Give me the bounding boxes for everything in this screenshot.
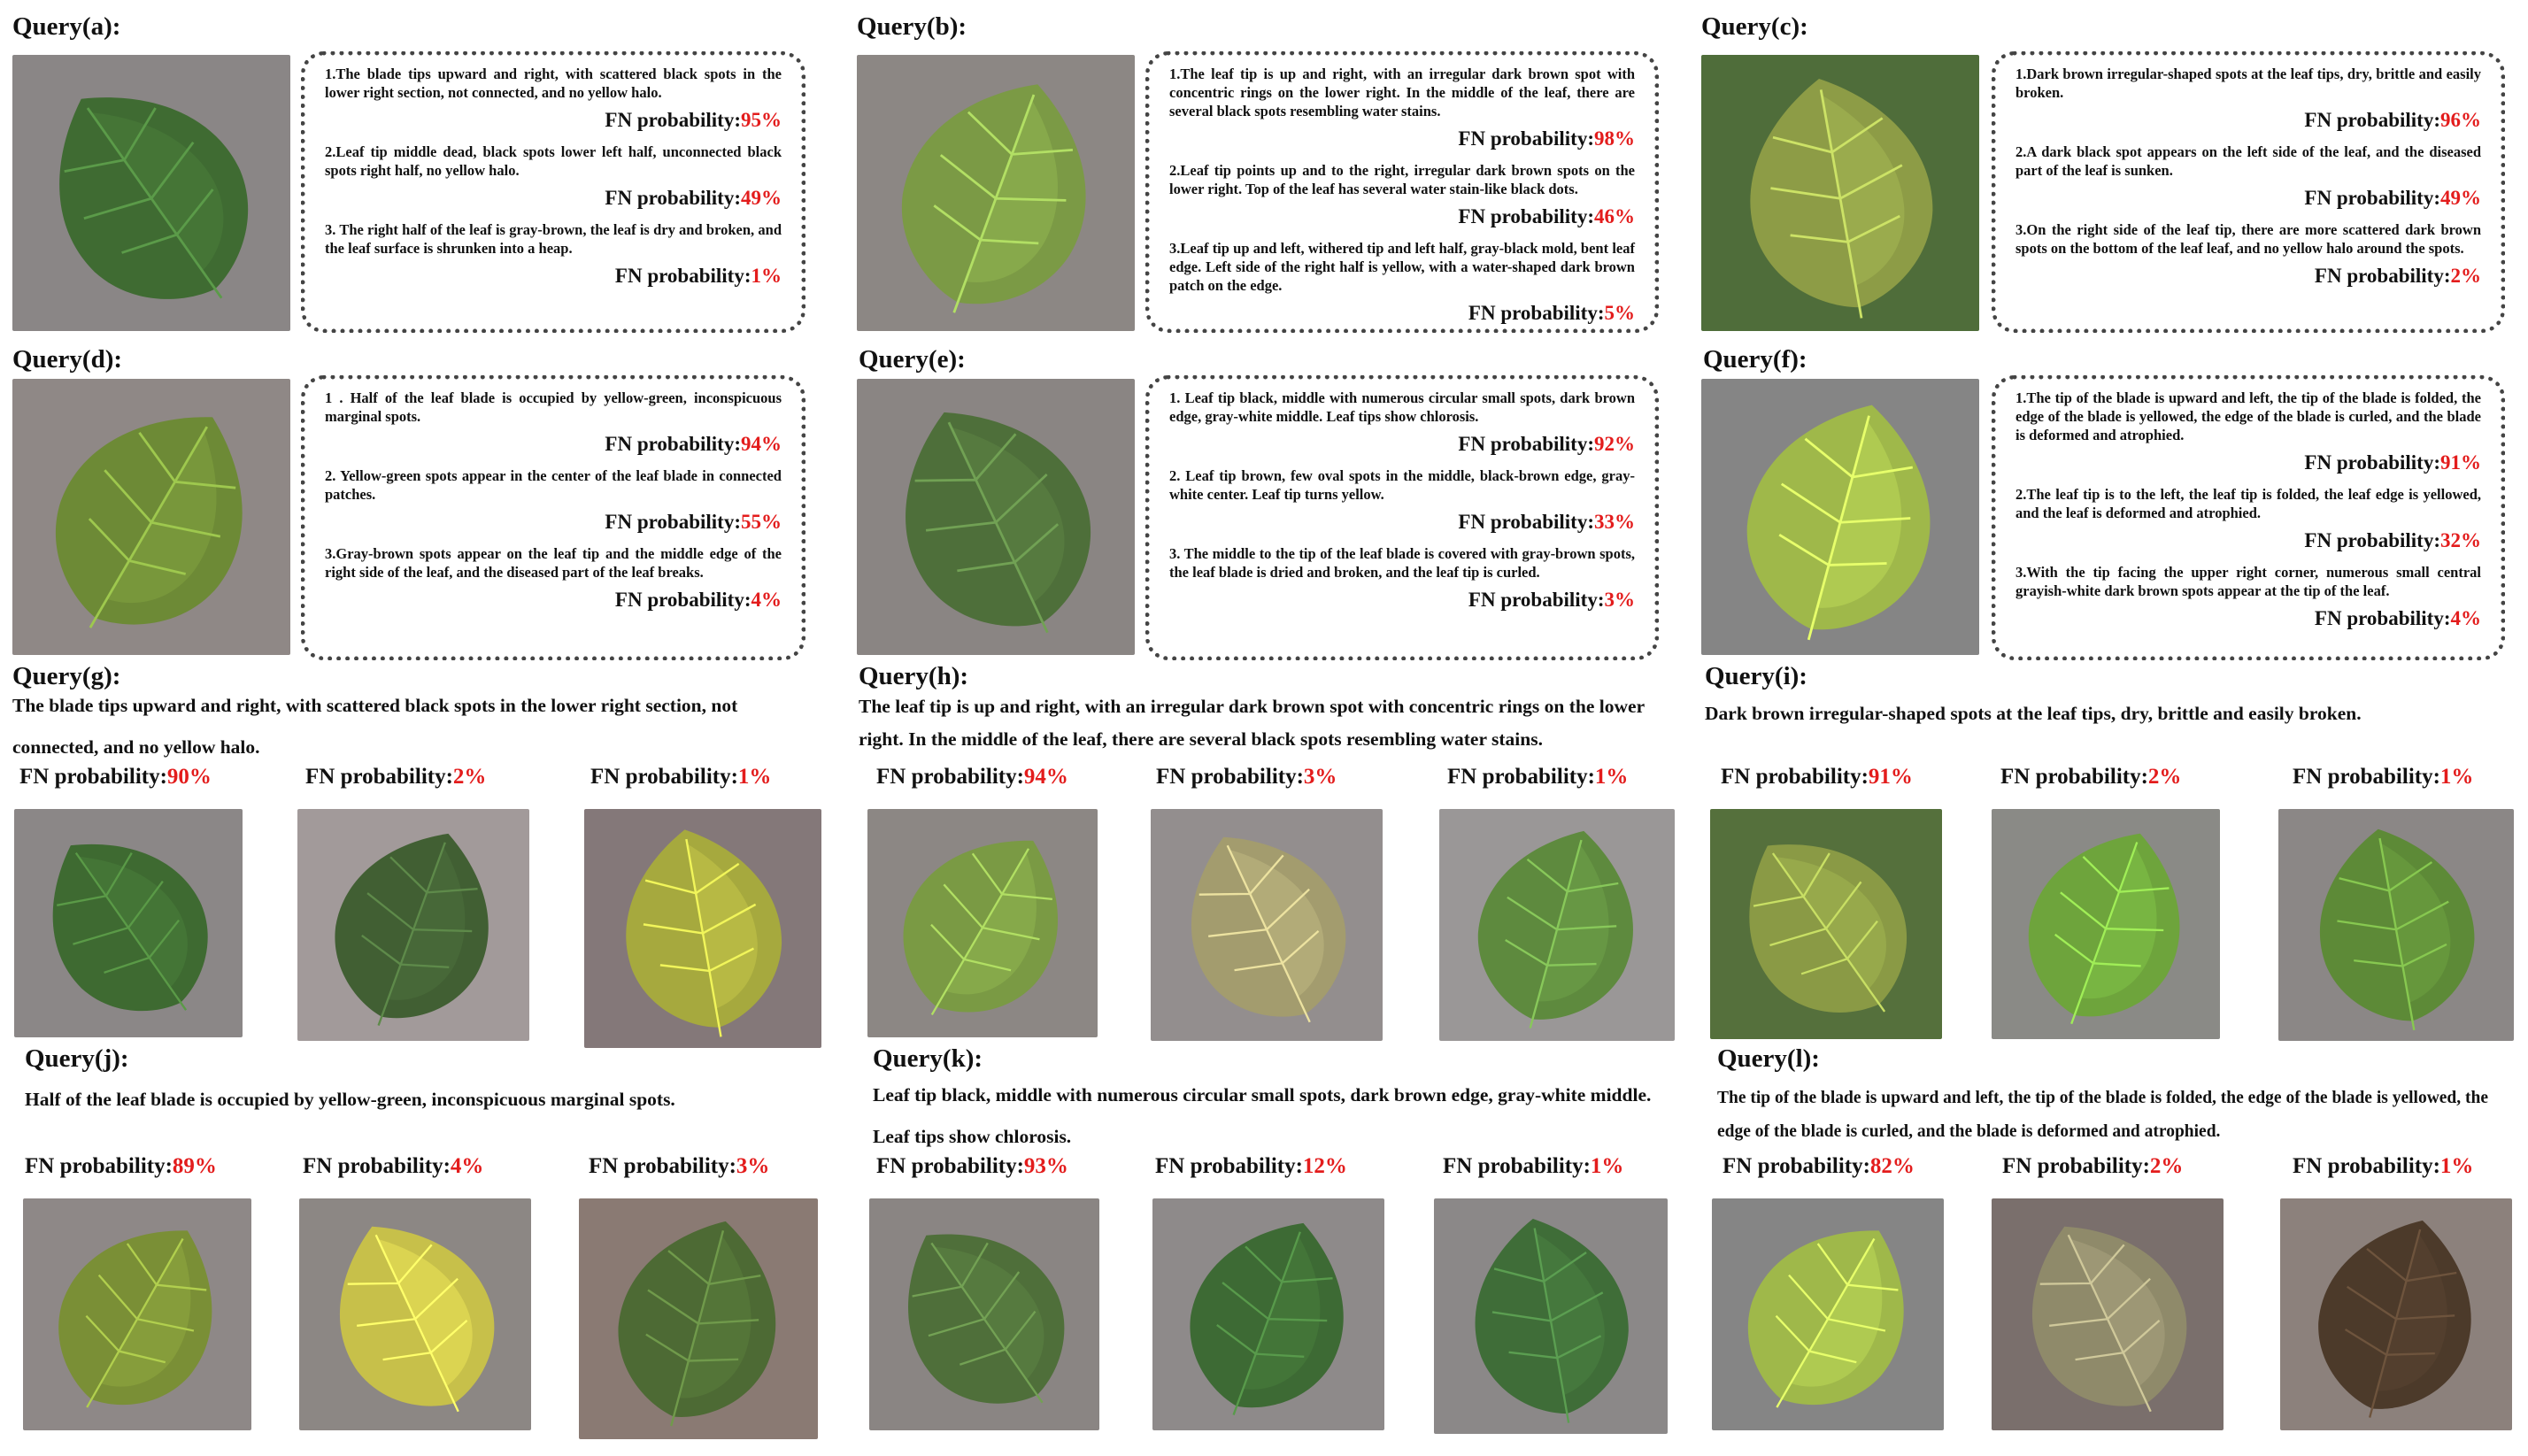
query-k-title: Query(k): xyxy=(873,1044,983,1073)
query-i-title: Query(i): xyxy=(1705,662,1807,690)
query-b-leaf-image xyxy=(857,55,1135,331)
query-g-prob-1: FN probability:90% xyxy=(19,765,212,789)
query-l-prob-1: FN probability:82% xyxy=(1723,1154,1915,1178)
query-j-result-image-2 xyxy=(299,1198,531,1430)
query-b-title: Query(b): xyxy=(857,12,967,41)
query-j-prob-1: FN probability:89% xyxy=(25,1154,217,1178)
query-h-title: Query(h): xyxy=(859,662,969,690)
query-h-result-image-2 xyxy=(1151,809,1383,1041)
query-f-leaf-image xyxy=(1701,379,1979,655)
query-h-prob-2: FN probability:3% xyxy=(1156,765,1337,789)
query-e-result-2: 2. Leaf tip brown, few oval spots in the middle, black-brown edge, gray-white center. Leaf tip turns yellow. FN probability:33% xyxy=(1169,467,1635,533)
query-i-result-image-2 xyxy=(1992,809,2220,1039)
query-i-result-image-1 xyxy=(1710,809,1942,1039)
query-a-result-2: 2.Leaf tip middle dead, black spots lower left half, unconnected black spots right half, no yellow halo. FN probability:49% xyxy=(325,143,782,209)
query-g-result-image-3 xyxy=(584,809,821,1048)
query-j-prob-2: FN probability:4% xyxy=(303,1154,484,1178)
query-e-leaf-image xyxy=(857,379,1135,655)
query-d-leaf-image xyxy=(12,379,290,655)
query-h-result-image-1 xyxy=(867,809,1098,1037)
query-f-result-2: 2.The leaf tip is to the left, the leaf tip is folded, the leaf edge is yellowed, and the leaf is deformed and atrophied. FN probability:32% xyxy=(2015,486,2481,551)
query-f-title: Query(f): xyxy=(1703,345,1807,374)
query-k-result-image-1 xyxy=(869,1198,1099,1430)
query-c-result-2: 2.A dark black spot appears on the left side of the leaf, and the diseased part of the leaf is sunken. FN probability:49% xyxy=(2015,143,2481,209)
query-e-title: Query(e): xyxy=(859,345,966,374)
query-e-results-box xyxy=(1145,375,1659,660)
query-h-prob-1: FN probability:94% xyxy=(876,765,1068,789)
query-h-result-image-3 xyxy=(1439,809,1675,1041)
query-f-result-3: 3.With the tip facing the upper right corner, numerous small central grayish-white dark brown spots appear at the tip of the leaf. FN probability:4% xyxy=(2015,564,2481,629)
query-k-result-image-2 xyxy=(1152,1198,1384,1430)
query-l-prob-3: FN probability:1% xyxy=(2293,1154,2474,1178)
query-l-prob-2: FN probability:2% xyxy=(2002,1154,2184,1178)
query-g-prob-2: FN probability:2% xyxy=(305,765,487,789)
query-a-results-box xyxy=(301,51,805,333)
query-i-prob-1: FN probability:91% xyxy=(1721,765,1913,789)
query-i-result-image-3 xyxy=(2278,809,2514,1041)
query-l-text: The tip of the blade is upward and left, the tip of the blade is folded, the edge of the blade is yellowed, the edge of the blade is curled, and the blade is deformed and atrophied. xyxy=(1717,1089,2489,1141)
query-k-prob-3: FN probability:1% xyxy=(1443,1154,1624,1178)
query-k-text: Leaf tip black, middle with numerous circular small spots, dark brown edge, gray-white middle. Leaf tips show chlorosis. xyxy=(873,1084,1652,1147)
query-d-results-box xyxy=(301,375,805,660)
query-h-prob-3: FN probability:1% xyxy=(1447,765,1629,789)
query-l-result-image-3 xyxy=(2280,1198,2512,1430)
query-i-prob-2: FN probability:2% xyxy=(2000,765,2182,789)
query-k-prob-2: FN probability:12% xyxy=(1155,1154,1347,1178)
query-b-result-3: 3.Leaf tip up and left, withered tip and left half, gray-black mold, bent leaf edge. Left side of the right half is yellow, with a water-shaped dark brown patch on the edge. FN probability:5% xyxy=(1169,240,1635,324)
query-a-result-3: 3. The right half of the leaf is gray-brown, the leaf is dry and broken, and the leaf surface is shrunken into a heap. FN probability:1% xyxy=(325,221,782,287)
query-g-result-image-2 xyxy=(297,809,529,1041)
query-l-title: Query(l): xyxy=(1717,1044,1820,1073)
query-g-title: Query(g): xyxy=(12,662,121,690)
query-e-result-1: 1. Leaf tip black, middle with numerous circular small spots, dark brown edge, gray-white middle. Leaf tips show chlorosis. FN probability:92% xyxy=(1169,389,1635,455)
query-g-text: The blade tips upward and right, with scattered black spots in the lower right section, not connected, and no yellow halo. xyxy=(12,695,738,758)
query-d-result-2: 2. Yellow-green spots appear in the center of the leaf blade in connected patches. FN probability:55% xyxy=(325,467,782,533)
query-a-leaf-image xyxy=(12,55,290,331)
query-l-result-image-2 xyxy=(1992,1198,2224,1430)
query-j-title: Query(j): xyxy=(25,1044,129,1073)
query-k-prob-1: FN probability:93% xyxy=(876,1154,1068,1178)
query-k-result-image-3 xyxy=(1434,1198,1668,1434)
query-d-result-1: 1 . Half of the leaf blade is occupied by yellow-green, inconspicuous marginal spots. FN probability:94% xyxy=(325,389,782,455)
query-a-result-1: 1.The blade tips upward and right, with scattered black spots in the lower right section, not connected, and no yellow halo. FN probability:95% xyxy=(325,65,782,131)
query-j-text: Half of the leaf blade is occupied by yellow-green, inconspicuous marginal spots. xyxy=(25,1089,675,1110)
query-f-result-1: 1.The tip of the blade is upward and left, the tip of the blade is folded, the edge of the blade is yellowed, the edge of the blade is curled, and the blade is deformed and atrophied. FN probability:91% xyxy=(2015,389,2481,474)
query-j-prob-3: FN probability:3% xyxy=(589,1154,770,1178)
query-c-title: Query(c): xyxy=(1701,12,1808,41)
query-a-title: Query(a): xyxy=(12,12,121,41)
query-g-prob-3: FN probability:1% xyxy=(590,765,772,789)
query-c-result-1: 1.Dark brown irregular-shaped spots at the leaf tips, dry, brittle and easily broken. FN probability:96% xyxy=(2015,65,2481,131)
query-b-result-2: 2.Leaf tip points up and to the right, irregular dark brown spots on the lower right. Top of the leaf has several water stain-like black dots. FN probability:46% xyxy=(1169,162,1635,227)
query-b-result-1: 1.The leaf tip is up and right, with an irregular dark brown spot with concentric rings on the lower right. In the middle of the leaf, there are several black spots resembling water stains. FN probability:98% xyxy=(1169,65,1635,150)
query-j-result-image-3 xyxy=(579,1198,818,1439)
query-c-results-box xyxy=(1992,51,2505,333)
query-j-result-image-1 xyxy=(23,1198,251,1430)
query-g-result-image-1 xyxy=(14,809,243,1037)
query-f-results-box xyxy=(1992,375,2505,660)
query-d-result-3: 3.Gray-brown spots appear on the leaf tip and the middle edge of the right side of the leaf, and the diseased part of the leaf breaks. FN probability:4% xyxy=(325,545,782,611)
query-l-result-image-1 xyxy=(1712,1198,1944,1430)
query-e-result-3: 3. The middle to the tip of the leaf blade is covered with gray-brown spots, the leaf blade is dried and broken, and the leaf tip is curled. FN probability:3% xyxy=(1169,545,1635,611)
query-b-results-box xyxy=(1145,51,1659,333)
query-i-text: Dark brown irregular-shaped spots at the leaf tips, dry, brittle and easily broken. xyxy=(1705,703,2362,724)
query-c-result-3: 3.On the right side of the leaf tip, there are more scattered dark brown spots on the bottom of the leaf leaf, and no yellow halo around the spots. FN probability:2% xyxy=(2015,221,2481,287)
query-d-title: Query(d): xyxy=(12,345,123,374)
query-c-leaf-image xyxy=(1701,55,1979,331)
query-i-prob-3: FN probability:1% xyxy=(2293,765,2474,789)
query-h-text: The leaf tip is up and right, with an irregular dark brown spot with concentric rings on the lower right. In the middle of the leaf, there are several black spots resembling water stains. xyxy=(859,696,1645,750)
